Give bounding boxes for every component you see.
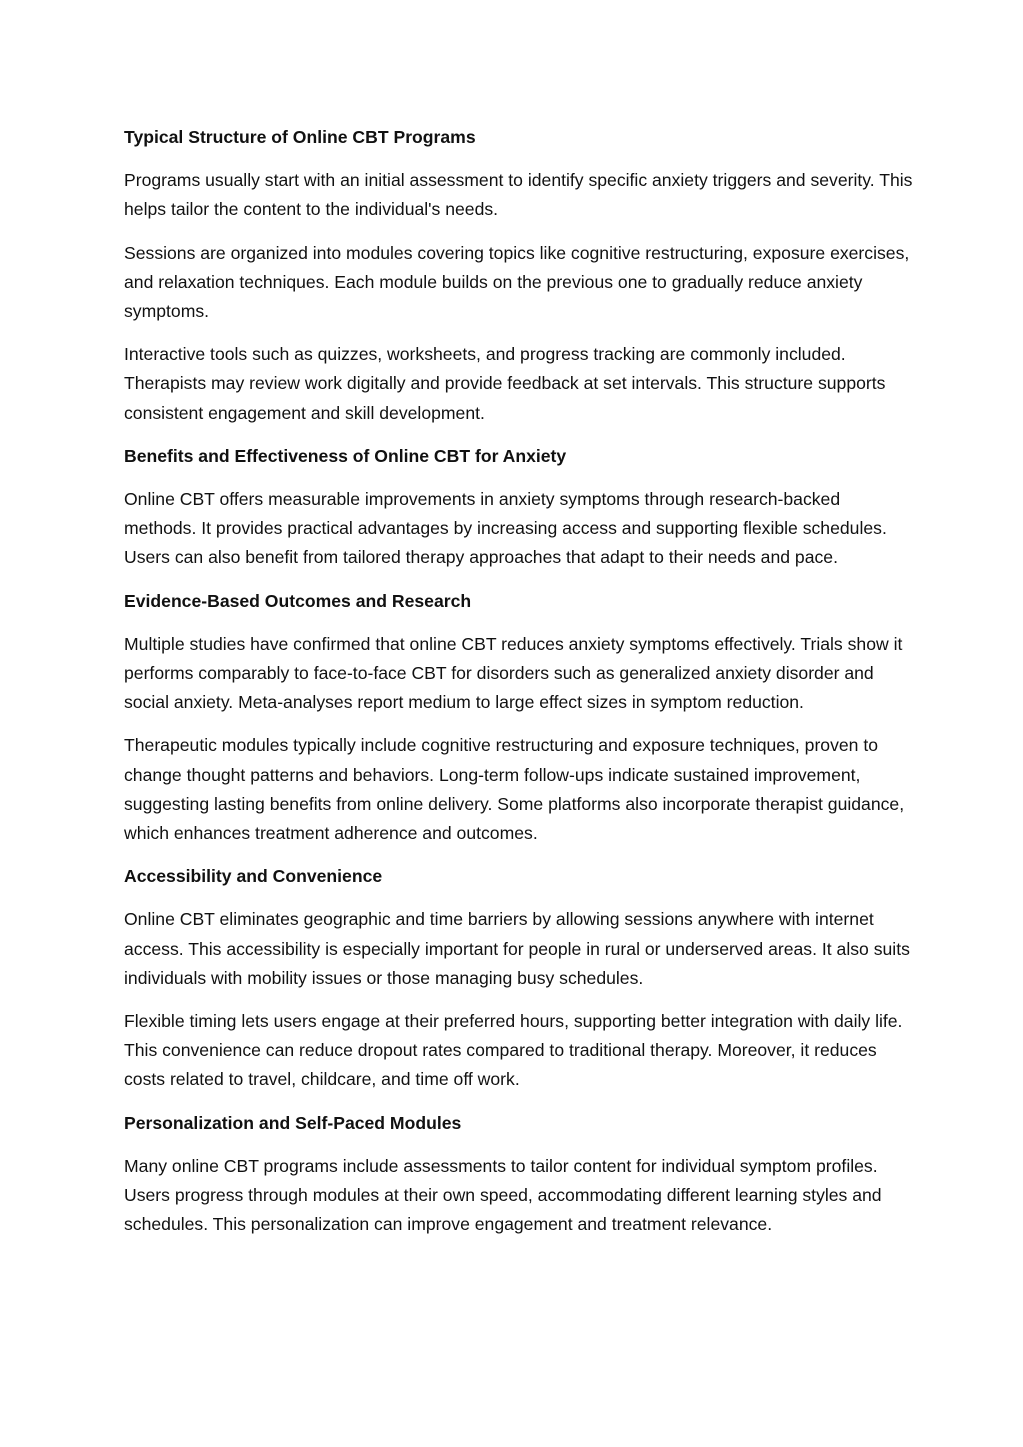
document-body: [124, 123, 914, 1254]
paragraph: Online CBT eliminates geographic and time barriers by allowing sessions anywhere with internet access. This accessibility is especially important for people in rural or underserved areas. It also suits individuals with mobility issues or those managing busy schedules.: [124, 909, 910, 988]
paragraph: Multiple studies have confirmed that online CBT reduces anxiety symptoms effectively. Trials show it performs comparably to face-to-face CBT for disorders such as generalized anxiety disorder and social anxiety. Meta-analyses report medium to large effect sizes in symptom reduction.: [124, 633, 903, 713]
paragraph: Flexible timing lets users engage at their preferred hours, supporting better integration with daily life. This convenience can reduce dropout rates compared to traditional therapy. Moreover, it reduces costs related to travel, childcare, and time off work.: [124, 1011, 903, 1090]
paragraph: Interactive tools such as quizzes, worksheets, and progress tracking are commonly included. Therapists may review work digitally and provide feedback at set intervals. This structure supports consistent engagement and skill development.: [124, 344, 886, 423]
paragraph: Programs usually start with an initial assessment to identify specific anxiety triggers and severity. This helps tailor the content to the individual's needs.: [124, 170, 913, 220]
section-heading-evidence: Evidence-Based Outcomes and Research: [124, 590, 472, 611]
section-heading-personalization: Personalization and Self-Paced Modules: [124, 1112, 462, 1133]
section-heading-benefits: Benefits and Effectiveness of Online CBT for Anxiety: [124, 445, 567, 466]
section-heading-accessibility: Accessibility and Convenience: [124, 866, 383, 887]
paragraph: Online CBT offers measurable improvements in anxiety symptoms through research-backed methods. It provides practical advantages by increasing access and supporting flexible schedules. Users can also benefit from tailored therapy approaches that adapt to their needs and pace.: [124, 489, 887, 568]
paragraph: Sessions are organized into modules covering topics like cognitive restructuring, exposure exercises, and relaxation techniques. Each module builds on the previous one to gradually reduce anxiety symptoms.: [124, 242, 910, 322]
section-heading-typical-structure: Typical Structure of Online CBT Programs: [124, 127, 476, 147]
paragraph: Many online CBT programs include assessments to tailor content for individual symptom profiles. Users progress through modules at their own speed, accommodating different learning styles and schedules. This personalization can improve engagement and treatment relevance.: [124, 1155, 882, 1235]
paragraph: Therapeutic modules typically include cognitive restructuring and exposure techniques, proven to change thought patterns and behaviors. Long-term follow-ups indicate sustained improvement, suggesting lasting benefits from online delivery. Some platforms also incorporate therapist guidance, which enhances treatment adherence and outcomes.: [124, 735, 905, 844]
